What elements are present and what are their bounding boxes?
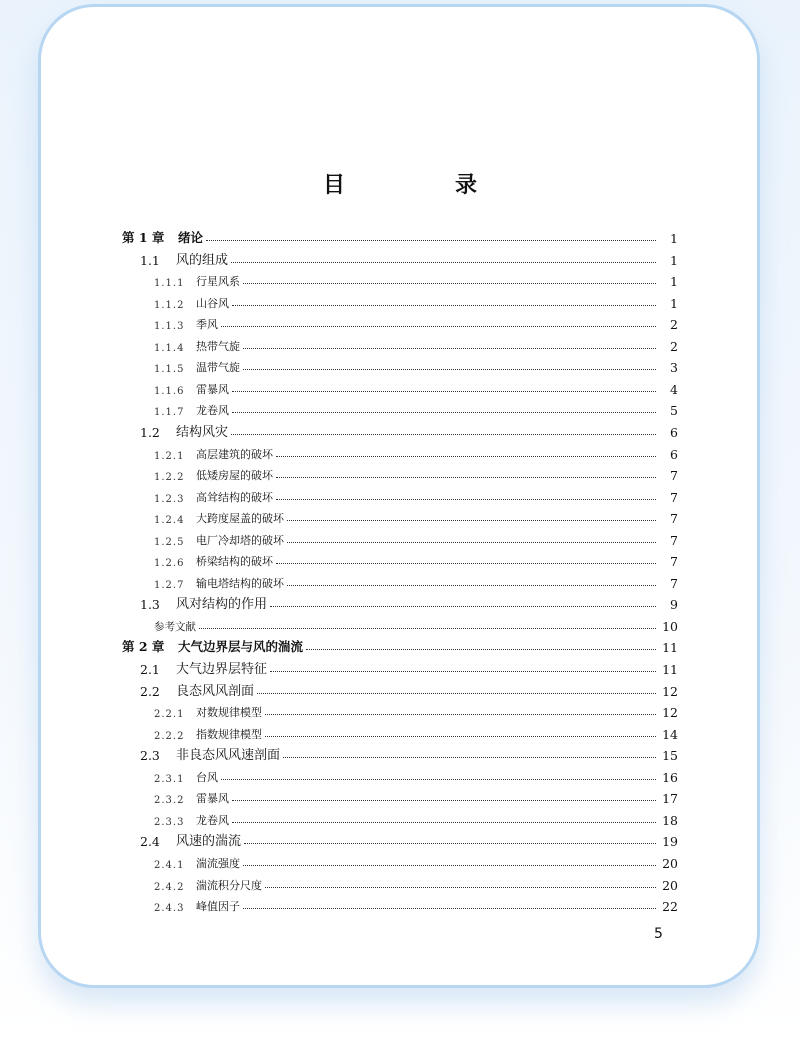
- toc-section-entry: [122, 248, 678, 268]
- toc-entry-label: 高层建筑的破坏: [196, 447, 273, 461]
- toc-leader-dots: [287, 519, 656, 521]
- toc-entry-number: 2.3.1: [154, 773, 185, 785]
- toc-leader-dots: [244, 842, 656, 844]
- toc-subsection-entry: [122, 571, 678, 591]
- toc-subsection-entry: [122, 722, 678, 742]
- toc-entry-label: 对数规律模型: [196, 706, 262, 720]
- toc-entry-number: 1.2.7: [154, 579, 185, 591]
- toc-entry-number: 1.1.7: [154, 407, 185, 419]
- toc-subsection-entry: [122, 377, 678, 397]
- toc-leader-dots: [243, 368, 656, 370]
- toc-section-entry: [122, 679, 678, 699]
- toc-leader-dots: [276, 455, 656, 457]
- toc-entry-page: 18: [662, 812, 678, 828]
- toc-entry-label: 绪论: [178, 230, 204, 245]
- toc-entry-page: 20: [662, 877, 678, 893]
- toc-entry-page: 1: [670, 231, 678, 246]
- toc-subsection-entry: [122, 506, 678, 526]
- toc-leader-dots: [232, 799, 656, 801]
- toc-leader-dots: [232, 411, 656, 413]
- toc-chapter-entry: [122, 226, 678, 246]
- page-number: 5: [654, 926, 663, 942]
- toc-entry-page: 17: [662, 791, 678, 807]
- toc-entry-number: 1.1.3: [154, 321, 185, 333]
- toc-leader-dots: [221, 325, 656, 327]
- toc-leader-dots: [232, 390, 656, 392]
- toc-entry-page: 7: [670, 532, 678, 548]
- toc-subsection-entry: [122, 334, 678, 354]
- toc-entry-page: 4: [670, 381, 678, 397]
- page-title: 目 录: [322, 172, 521, 198]
- toc-leader-dots: [270, 670, 656, 672]
- toc-subsection-entry: [122, 549, 678, 569]
- toc-entry-label: 湍流强度: [196, 856, 240, 870]
- toc-entry-label: 桥梁结构的破坏: [196, 555, 273, 569]
- toc-section-entry: [122, 420, 678, 440]
- toc-section-entry: [122, 592, 678, 612]
- toc-entry-page: 11: [662, 662, 678, 677]
- toc-entry-number: 2.2: [140, 683, 160, 699]
- toc-entry-page: 1: [670, 295, 678, 311]
- toc-entry-label: 雷暴风: [196, 382, 229, 396]
- toc-leader-dots: [265, 735, 656, 737]
- toc-entry-page: 9: [670, 597, 678, 613]
- toc-leader-dots: [276, 498, 656, 500]
- toc-entry-label: 结构风灾: [176, 424, 229, 440]
- toc-subsection-entry: [122, 442, 678, 462]
- toc-entry-number: 1.1: [140, 252, 160, 268]
- toc-subsection-entry: [122, 528, 678, 548]
- toc-entry-number: 1.2.4: [154, 515, 185, 527]
- toc-entry-label: 温带气旋: [196, 361, 240, 375]
- toc-subsection-entry: [122, 463, 678, 483]
- toc-leader-dots: [231, 433, 656, 435]
- toc-entry-page: 7: [670, 575, 678, 591]
- toc-leader-dots: [283, 756, 656, 758]
- toc-leader-dots: [287, 541, 656, 543]
- toc-entry-label: 山谷风: [196, 296, 229, 310]
- toc-entry-label: 非良态风风速剖面: [176, 748, 281, 764]
- toc-entry-label: 风对结构的作用: [176, 597, 268, 613]
- toc-entry-number: 2.4.2: [154, 881, 185, 893]
- toc-entry-label: 高耸结构的破坏: [196, 490, 273, 504]
- toc-entry-number: 1.2.5: [154, 536, 185, 548]
- toc-entry-number: 2.2.2: [154, 730, 185, 742]
- toc-entry-number: 2.3.3: [154, 816, 185, 828]
- toc-entry-number: 1.2: [140, 424, 160, 440]
- toc-entry-number: 2.3: [140, 748, 160, 764]
- toc-leader-dots: [306, 648, 656, 650]
- toc-entry-label: 台风: [196, 770, 218, 784]
- toc-subsection-entry: [122, 291, 678, 311]
- toc-entry-page: 1: [670, 252, 678, 268]
- toc-entry-page: 7: [670, 511, 678, 527]
- toc-leader-dots: [276, 476, 656, 478]
- toc-entry-label: 输电塔结构的破坏: [196, 576, 284, 590]
- toc-entry-label: 低矮房屋的破坏: [196, 469, 273, 483]
- toc-entry-page: 5: [670, 403, 678, 419]
- toc-leader-dots: [232, 821, 656, 823]
- toc-entry-page: 6: [670, 446, 678, 462]
- toc-entry-number: 1.2.2: [154, 472, 185, 484]
- toc-entry-page: 2: [670, 317, 678, 333]
- toc-entry-number: 第 1 章: [122, 230, 165, 245]
- toc-entry-label: 大气边界层与风的湍流: [178, 639, 304, 655]
- toc-entry-number: 2.4.3: [154, 903, 185, 915]
- toc-entry-number: 1.1.6: [154, 385, 185, 397]
- toc-leader-dots: [199, 627, 656, 629]
- toc-subsection-entry: [122, 312, 678, 332]
- toc-entry-number: 1.1.1: [154, 278, 185, 290]
- toc-leader-dots: [257, 692, 656, 694]
- toc-leader-dots: [276, 562, 656, 564]
- toc-subsection-entry: [122, 700, 678, 720]
- toc-entry-label: 雷暴风: [196, 792, 229, 806]
- toc-entry-label: 大气边界层特征: [176, 662, 268, 677]
- toc-entry-number: 1.3: [140, 597, 160, 613]
- toc-entry-number: 1.1.2: [154, 299, 185, 311]
- toc-entry-label: 大跨度屋盖的破坏: [196, 512, 284, 526]
- toc-entry-label: 湍流积分尺度: [196, 878, 262, 892]
- toc-entry-label: 指数规律模型: [196, 727, 262, 741]
- toc-subsection-entry: [122, 485, 678, 505]
- toc-entry-number: 第 2 章: [122, 639, 165, 655]
- toc-subsection-entry: [122, 355, 678, 375]
- toc-entry-label: 参考文献: [154, 620, 196, 633]
- toc-section-entry: [122, 743, 678, 763]
- toc-leader-dots: [243, 282, 656, 284]
- toc-entry-page: 12: [662, 683, 678, 699]
- toc-leader-dots: [221, 778, 656, 780]
- toc-entry-page: 7: [670, 489, 678, 505]
- toc-leader-dots: [232, 304, 656, 306]
- toc-subsection-entry: [122, 808, 678, 828]
- toc-entry-label: 季风: [196, 318, 218, 332]
- toc-entry-label: 龙卷风: [196, 813, 229, 827]
- toc-entry-label: 龙卷风: [196, 404, 229, 418]
- toc-entry-number: 2.4.1: [154, 859, 185, 871]
- toc-leader-dots: [206, 239, 656, 241]
- toc-entry-page: 10: [662, 618, 678, 634]
- toc-entry-page: 22: [662, 899, 678, 915]
- toc-entry-page: 7: [670, 554, 678, 570]
- toc-entry-page: 16: [662, 769, 678, 785]
- toc-entry-page: 3: [670, 360, 678, 376]
- toc-entry-page: 15: [662, 748, 678, 764]
- toc-section-entry: [122, 829, 678, 849]
- toc-entry-number: 1.2.3: [154, 493, 185, 505]
- toc-subsection-entry: [122, 873, 678, 893]
- toc-entry-number: 2.1: [140, 662, 160, 677]
- toc-entry-number: 1.2.1: [154, 450, 185, 462]
- toc-leader-dots: [243, 347, 656, 349]
- toc-leader-dots: [270, 605, 656, 607]
- toc-entry-page: 11: [662, 640, 678, 656]
- toc-subsection-entry: [122, 398, 678, 418]
- toc-entry-page: 1: [670, 274, 678, 290]
- toc-reference-entry: [122, 614, 678, 634]
- toc-subsection-entry: [122, 786, 678, 806]
- toc-entry-page: 19: [662, 834, 678, 850]
- toc-entry-label: 风速的湍流: [176, 834, 242, 850]
- toc-entry-label: 行星风系: [196, 275, 240, 289]
- toc-subsection-entry: [122, 851, 678, 871]
- toc-entry-number: 1.1.4: [154, 342, 185, 354]
- toc-subsection-entry: [122, 765, 678, 785]
- toc-entry-page: 6: [670, 424, 678, 440]
- toc-leader-dots: [265, 886, 656, 888]
- toc-leader-dots: [243, 864, 656, 866]
- toc-leader-dots: [287, 584, 656, 586]
- toc-entry-number: 1.2.6: [154, 558, 185, 570]
- toc-entry-label: 热带气旋: [196, 339, 240, 353]
- toc-entry-label: 峰值因子: [196, 900, 240, 914]
- toc-entry-page: 12: [662, 705, 678, 721]
- toc-entry-label: 良态风风剖面: [176, 683, 255, 699]
- toc-entry-number: 2.2.1: [154, 709, 185, 721]
- toc-leader-dots: [231, 261, 656, 263]
- toc-chapter-entry: [122, 635, 678, 655]
- toc-entry-number: 2.3.2: [154, 795, 185, 807]
- toc-entry-number: 1.1.5: [154, 364, 185, 376]
- toc-entry-number: 2.4: [140, 834, 160, 850]
- toc-leader-dots: [243, 907, 656, 909]
- toc-entry-page: 2: [670, 338, 678, 354]
- toc-subsection-entry: [122, 269, 678, 289]
- toc-entry-label: 电厂冷却塔的破坏: [196, 533, 284, 547]
- toc-entry-page: 14: [662, 726, 678, 742]
- toc-leader-dots: [265, 713, 656, 715]
- toc-entry-page: 7: [670, 468, 678, 484]
- toc-section-entry: [122, 657, 678, 677]
- toc-entry-page: 20: [662, 855, 678, 871]
- toc-entry-label: 风的组成: [176, 252, 229, 268]
- toc-subsection-entry: [122, 894, 678, 914]
